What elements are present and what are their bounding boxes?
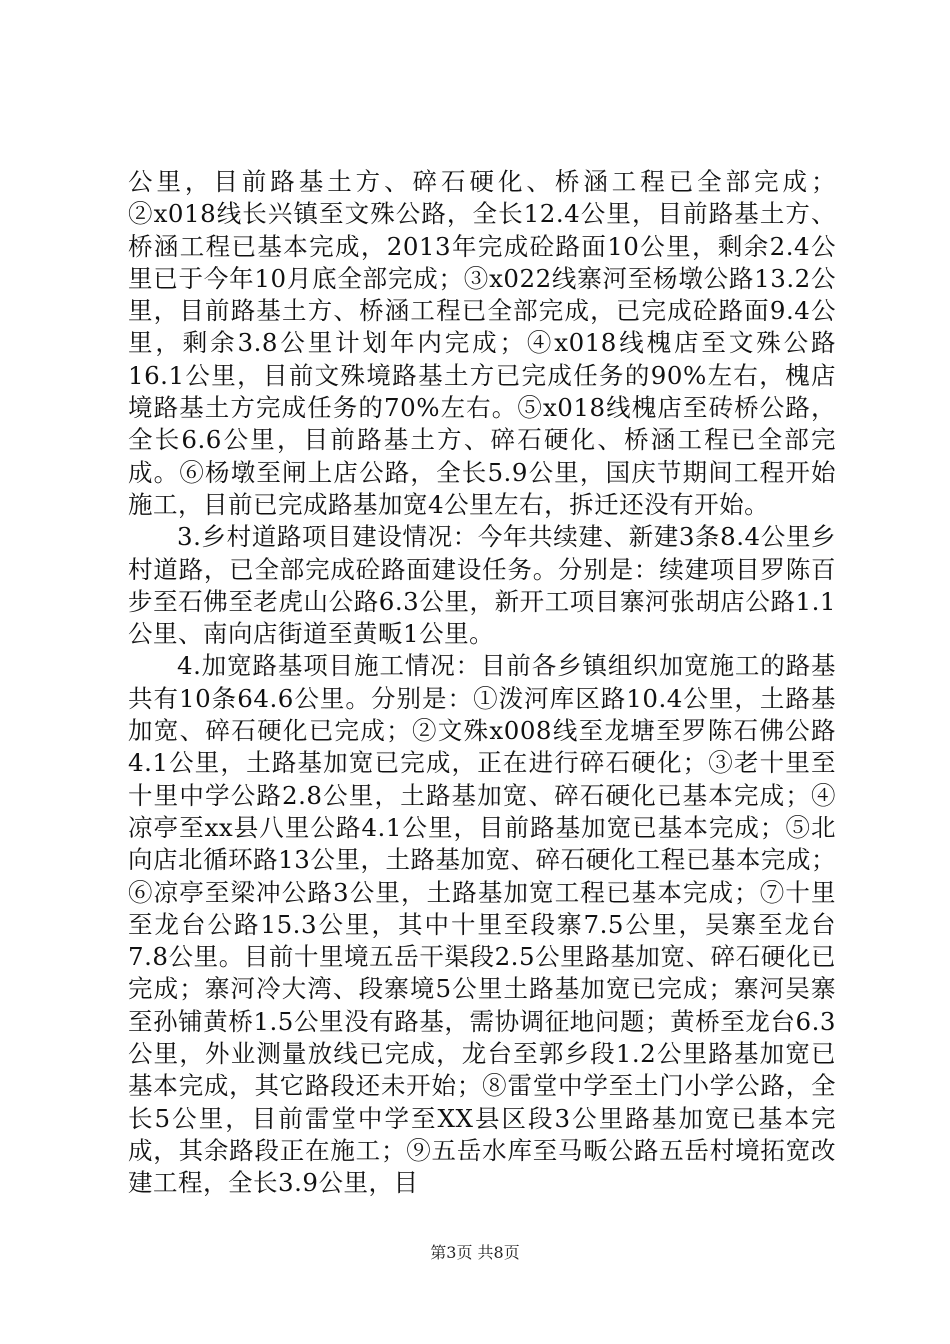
paragraph-roadbed-widening: 4.加宽路基项目施工情况：目前各乡镇组织加宽施工的路基共有10条64.6公里。分别是：①泼河库区路10.4公里，土路基加宽、碎石硬化已完成；②文殊x008线至龙塘至罗陈石佛公路4.1公里，土路基加宽已完成，正在进行碎石硬化；③老十里至十里中学公路2.8公里，土路基加宽、碎石硬化已基本完成；④凉亭至xx县八里公路4.1公里，目前路基加宽已基本完成；⑤北向店北循环路13公里，土路基加宽、碎石硬化工程已基本完成；⑥凉亭至梁冲公路3公里，土路基加宽工程已基本完成；⑦十里至龙台公路15.3公里，其中十里至段寨7.5公里，吴寨至龙台7.8公里。目前十里境五岳干渠段2.5公里路基加宽、碎石硬化已完成；寨河冷大湾、段寨境5公里土路基加宽已完成；寨河吴寨至孙铺黄桥1.5公里没有路基，需协调征地问题；黄桥至龙台6.3公里，外业测量放线已完成，龙台至郭乡段1.2公里路基加宽已基本完成，其它路段还未开始；⑧雷堂中学至土门小学公路，全长5公里，目前雷堂中学至XX县区段3公里路基加宽已基本完成，其余路段正在施工；⑨五岳水库至马畈公路五岳村境拓宽改建工程，全长3.9公里，目 [128, 651, 836, 1198]
page-number-footer: 第3页 共8页 [430, 1243, 520, 1262]
document-body [128, 166, 836, 1200]
paragraph-rural-roads: 3.乡村道路项目建设情况：今年共续建、新建3条8.4公里乡村道路，已全部完成砼路面建设任务。分别是：续建项目罗陈百步至石佛至老虎山公路6.3公里，新开工项目寨河张胡店公路1.1公里、南向店街道至黄畈1公里。 [128, 522, 836, 649]
paragraph-continuation: 公里，目前路基土方、碎石硬化、桥涵工程已全部完成；②x018线长兴镇至文殊公路，全长12.4公里，目前路基土方、桥涵工程已基本完成，2013年完成砼路面10公里，剩余2.4公里已于今年10月底全部完成；③x022线寨河至杨墩公路13.2公里，目前路基土方、桥涵工程已全部完成，已完成砼路面9.4公里，剩余3.8公里计划年内完成；④x018线槐店至文殊公路16.1公里，目前文殊境路基土方已完成任务的90%左右，槐店境路基土方完成任务的70%左右。⑤x018线槐店至砖桥公路，全长6.6公里，目前路基土方、碎石硬化、桥涵工程已全部完成。⑥杨墩至闸上店公路，全长5.9公里，国庆节期间工程开始施工，目前已完成路基加宽4公里左右，拆迁还没有开始。 [128, 167, 836, 519]
